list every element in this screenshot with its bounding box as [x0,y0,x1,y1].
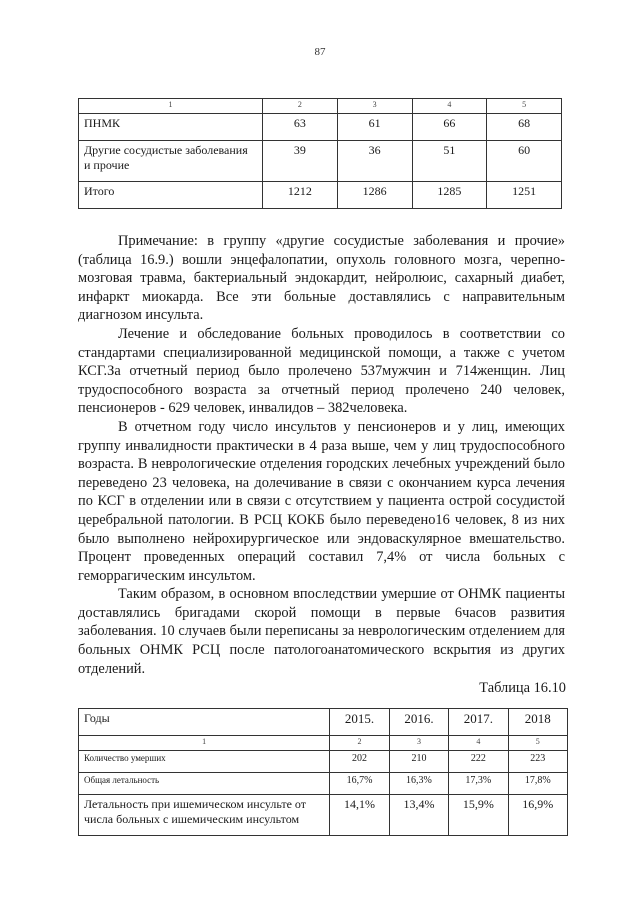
header-label: Годы [79,709,330,736]
column-index: 1 [79,99,263,114]
cell-value: 222 [449,751,508,773]
cell-value: 60 [487,141,562,182]
column-index: 3 [389,736,448,751]
row-label: Итого [79,182,263,209]
table-row [79,773,568,795]
cell-value: 36 [337,141,412,182]
cell-value: 1212 [263,182,338,209]
row-label: Количество умерших [79,751,330,773]
table-row [79,795,568,836]
column-index: 5 [508,736,567,751]
table-header-row [79,99,562,114]
cell-value: 63 [263,114,338,141]
cell-value: 223 [508,751,567,773]
cell-value: 15,9% [449,795,508,836]
cell-value: 16,9% [508,795,567,836]
column-index: 2 [263,99,338,114]
column-index: 4 [412,99,487,114]
cell-value: 210 [389,751,448,773]
table-row [79,141,562,182]
cell-value: 16,7% [330,773,389,795]
paragraph-note: Примечание: в группу «другие сосудистые заболевания и прочие» (таблица 16.9.) вошли энцефалопатии, опухоль головного мозга, черепно-мозговая травма, бактериальный эндокардит, нейролюис, сахарный диабет, инфаркт миокарда. Все эти больные доставлялись с направительным диагнозом инсульта. [78,233,565,324]
cell-value: 1251 [487,182,562,209]
cell-value: 68 [487,114,562,141]
paragraph-conclusion: Таким образом, в основном впоследствии умершие от ОНМК пациенты доставлялись бригадами скорой помощи в первые 6часов развития заболевания. 10 случаев были переписаны за неврологическим отделением для больных ОНМК РСЦ после патологоанатомического вскрытия из других отделений. [78,586,565,677]
column-index: 3 [337,99,412,114]
row-label: Другие сосудистые заболевания и прочие [79,141,263,182]
cell-value: 13,4% [389,795,448,836]
paragraph-treatment: Лечение и обследование больных проводилось в соответствии со стандартами специализированной медицинской помощи, а также с учетом КСГ.За отчетный период было пролечено 537мужчин и 714женщин. Лиц трудоспособного возраста за отчетный период пролечено 240 человек, пенсионеров - 629 человек, инвалидов – 382человека. [78,325,565,417]
cell-value: 1285 [412,182,487,209]
cell-value: 202 [330,751,389,773]
column-index: 2 [330,736,389,751]
table-row [79,114,562,141]
page-number: 87 [314,46,326,58]
table-index-row [79,736,568,751]
cell-value: 17,8% [508,773,567,795]
cell-value: 14,1% [330,795,389,836]
cell-value: 66 [412,114,487,141]
body-text [78,232,565,678]
table-caption: Таблица 16.10 [479,680,566,696]
column-index: 5 [487,99,562,114]
table-stroke-types [78,98,562,209]
year-header: 2017. [449,709,508,736]
table-row [79,751,568,773]
table-row [79,182,562,209]
paragraph-stroke-stats: В отчетном году число инсультов у пенсионеров и у лиц, имеющих группу инвалидности практически в 4 раза выше, чем у лиц трудоспособного возраста. В неврологические отделения городских лечебных учреждений было переведено 23 человека, на долечивание в связи с окончанием курса лечения по КСГ в отделении или в связи с отсутствием у пациента острой сосудистой церебральной патологии. В РСЦ КОКБ было переведено16 человек, 8 из них было выполнено нейрохирургическое или эндоваскулярное вмешательство. Процент проведенных операций составил 7,4% от числа больных с геморрагическим инсультом. [78,418,565,584]
row-label: ПНМК [79,114,263,141]
table-mortality [78,708,568,836]
cell-value: 1286 [337,182,412,209]
row-label: Общая летальность [79,773,330,795]
column-index: 1 [79,736,330,751]
cell-value: 51 [412,141,487,182]
cell-value: 16,3% [389,773,448,795]
column-index: 4 [449,736,508,751]
table-header-row [79,709,568,736]
year-header: 2015. [330,709,389,736]
row-label: Летальность при ишемическом инсульте от числа больных с ишемическим инсультом [79,795,330,836]
cell-value: 61 [337,114,412,141]
cell-value: 17,3% [449,773,508,795]
year-header: 2016. [389,709,448,736]
cell-value: 39 [263,141,338,182]
year-header: 2018 [508,709,567,736]
